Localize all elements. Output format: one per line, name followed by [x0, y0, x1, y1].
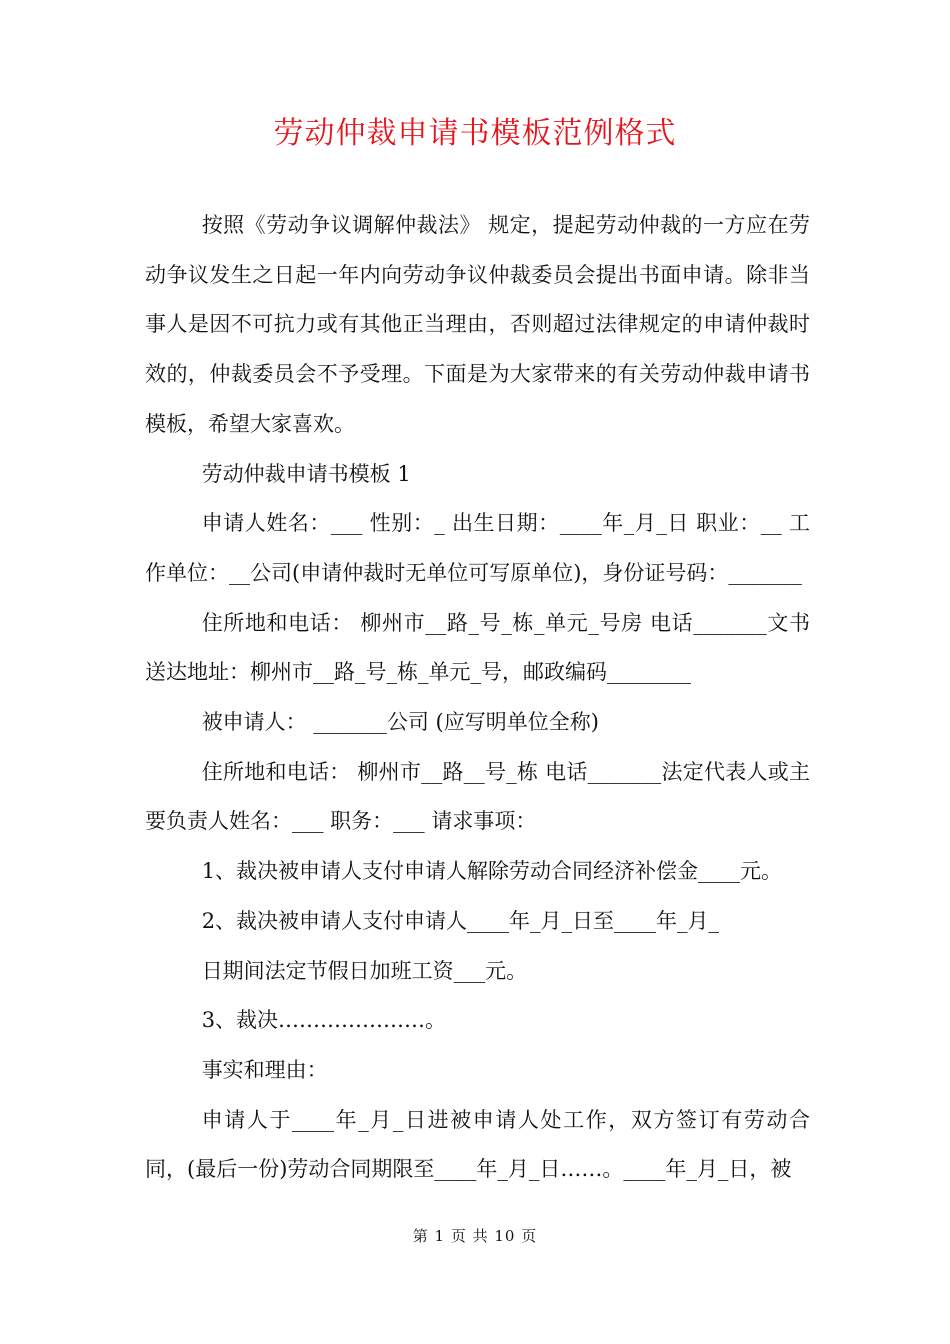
applicant-address: 住所地和电话： 柳州市__路_号_栋_单元_号房 电话_______文书送达地址：柳州市__路_号_栋_单元_号，邮政编码________: [145, 610, 810, 685]
claim-item-2-cont: 日期间法定节假日加班工资___元。: [201, 958, 528, 983]
claim-item-2: 2、裁决被申请人支付申请人____年_月_日至____年_月_: [201, 908, 720, 933]
page-footer: 第 1 页 共 10 页: [412, 1227, 538, 1245]
facts-paragraph: 申请人于____年_月_日进被申请人处工作，双方签订有劳动合同，(最后一份)劳动合同期限至____年_月_日……。____年_月_日，被: [145, 1107, 810, 1182]
respondent-address: 住所地和电话： 柳州市__路__号_栋 电话_______法定代表人或主要负责人姓名：___ 职务：___ 请求事项：: [145, 759, 810, 834]
template-heading: 劳动仲裁申请书模板 1: [201, 461, 411, 486]
document-body: [145, 201, 810, 1195]
facts-heading: 事实和理由：: [201, 1057, 328, 1082]
applicant-info: 申请人姓名：___ 性别：_ 出生日期：____年_月_日 职业：__ 工作单位：__公司(申请仲裁时无单位可写原单位)，身份证号码：_______: [145, 511, 810, 585]
claim-item-1: 1、裁决被申请人支付申请人解除劳动合同经济补偿金____元。: [201, 859, 783, 884]
claim-item-3: 3、裁决…………………。: [201, 1008, 447, 1033]
respondent-name: 被申请人： _______公司 (应写明单位全称): [201, 710, 599, 735]
document-title: 劳动仲裁申请书模板范例格式: [273, 116, 677, 151]
intro-paragraph: 按照《劳动争议调解仲裁法》 规定，提起劳动仲裁的一方应在劳动争议发生之日起一年内向劳动争议仲裁委员会提出书面申请。除非当事人是因不可抗力或有其他正当理由，否则超过法律规定的申请仲裁时效的，仲裁委员会不予受理。下面是为大家带来的有关劳动仲裁申请书模板，希望大家喜欢。: [145, 213, 810, 436]
